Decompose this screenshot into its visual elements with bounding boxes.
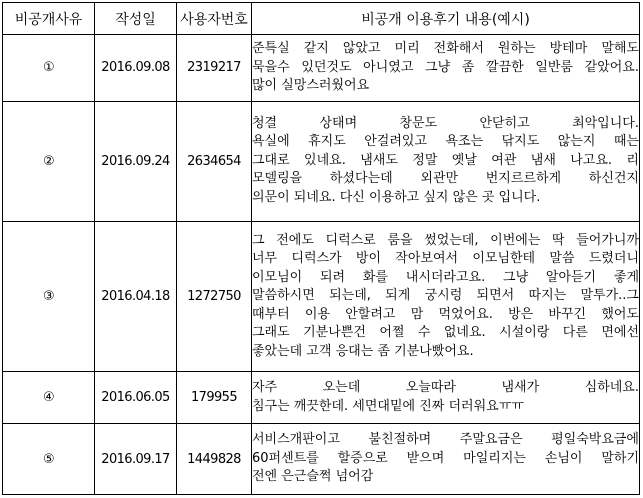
table-row [3,101,640,221]
header-reason: 비공개사유 [3,3,95,35]
date-cell: 2016.09.08 [95,35,177,102]
review-text-cell [252,371,640,423]
date-cell: 2016.04.18 [95,221,177,371]
review-text-line: 욕실에 휴지도 안걸려있고 욕조는 닦지도 않는지 때는 [252,134,639,150]
review-text-line: 묵을수 있던것도 아니였고 그냥 좀 깔끔한 일반룸 같았어요. [252,59,639,75]
review-text-line: 좋았는데 고객 응대는 좀 기분나빴어요. [252,343,474,359]
review-text-line: 많이 실망스러웠어요 [252,78,370,94]
reason-number: ① [42,60,55,76]
reason-number: ③ [42,288,55,304]
review-text-line: 말씀하시면 되는데, 되게 궁시렁 되면서 따지는 말투가..그 [252,288,639,303]
user-id-cell: 1449828 [177,424,252,495]
header-date: 작성일 [95,3,177,35]
date-cell: 2016.09.24 [95,101,177,221]
user-id-cell: 179955 [177,371,252,423]
header-row [3,3,640,35]
reason-cell [3,101,95,221]
table-row [3,35,640,102]
review-text-line: 의문이 되네요. 다신 이용하고 싶지 않은 곳 입니다. [252,189,541,205]
review-text-line: 그 전에도 디럭스로 룸을 썼었는데, 이번에는 딱 들어가니까 [252,232,639,248]
reason-cell [3,221,95,371]
reason-number: ② [42,153,55,169]
review-text-line: 청결 상태며 창문도 안닫히고 최악입니다. [252,115,639,131]
user-id-cell: 2634654 [177,101,252,221]
user-id-cell: 1272750 [177,221,252,371]
review-text-line: 모델링을 하셨다는데 외관만 번지르르하게 하신건지 [252,171,639,187]
header-review-content: 비공개 이용후기 내용(예시) [252,3,640,35]
reason-number: ⑤ [42,451,55,467]
review-text-line: 너무 디럭스가 방이 작아보여서 이모님한테 말씀 드렸더니 [252,251,639,266]
review-text-line: 때부터 이용 안할려고 맘 먹었어요. 방은 바꾸긴 했어도 [252,306,639,322]
review-text-line: 그대로 있네요. 냄새도 정말 옛날 여관 냄새 나고요. 리 [252,152,639,168]
review-text-line: 이모님이 되려 화를 내시더라고요. 그냥 알아듣기 좋게 [252,269,639,285]
date-cell: 2016.09.17 [95,424,177,495]
review-text-line: 서비스개판이고 불친절하며 주말요금은 평일숙박요금에 [252,432,639,448]
table-row [3,221,640,371]
header-user-id: 사용자번호 [177,3,252,35]
review-text-line: 준특실 같지 않았고 미리 전화해서 원하는 방테마 말해도 [252,41,639,57]
review-text-cell [252,35,640,102]
table-row [3,424,640,495]
table-row [3,371,640,423]
review-text-line: 침구는 깨끗한데. 세면대밑에 진짜 더러워요ㅠㅠ [252,398,524,414]
reason-cell [3,371,95,423]
reason-cell [3,35,95,102]
review-text-cell [252,101,640,221]
review-text-cell [252,424,640,495]
review-text-line: 60퍼센트를 할증으로 받으며 마일리지는 손님이 말하기 [252,450,639,466]
reason-number: ④ [42,390,55,406]
privacy-review-table [2,2,640,495]
date-cell: 2016.06.05 [95,371,177,423]
review-text-line: 자주 오는데 오늘따라 냄새가 심하네요. [252,380,639,396]
user-id-cell: 2319217 [177,35,252,102]
review-text-line: 전엔 은근슬쩍 넘어감 [252,469,374,485]
review-text-cell [252,221,640,371]
reason-cell [3,424,95,495]
review-text-line: 그래도 기분나쁜건 어쩔 수 없네요. 시설이랑 다른 면에선 [252,325,639,340]
